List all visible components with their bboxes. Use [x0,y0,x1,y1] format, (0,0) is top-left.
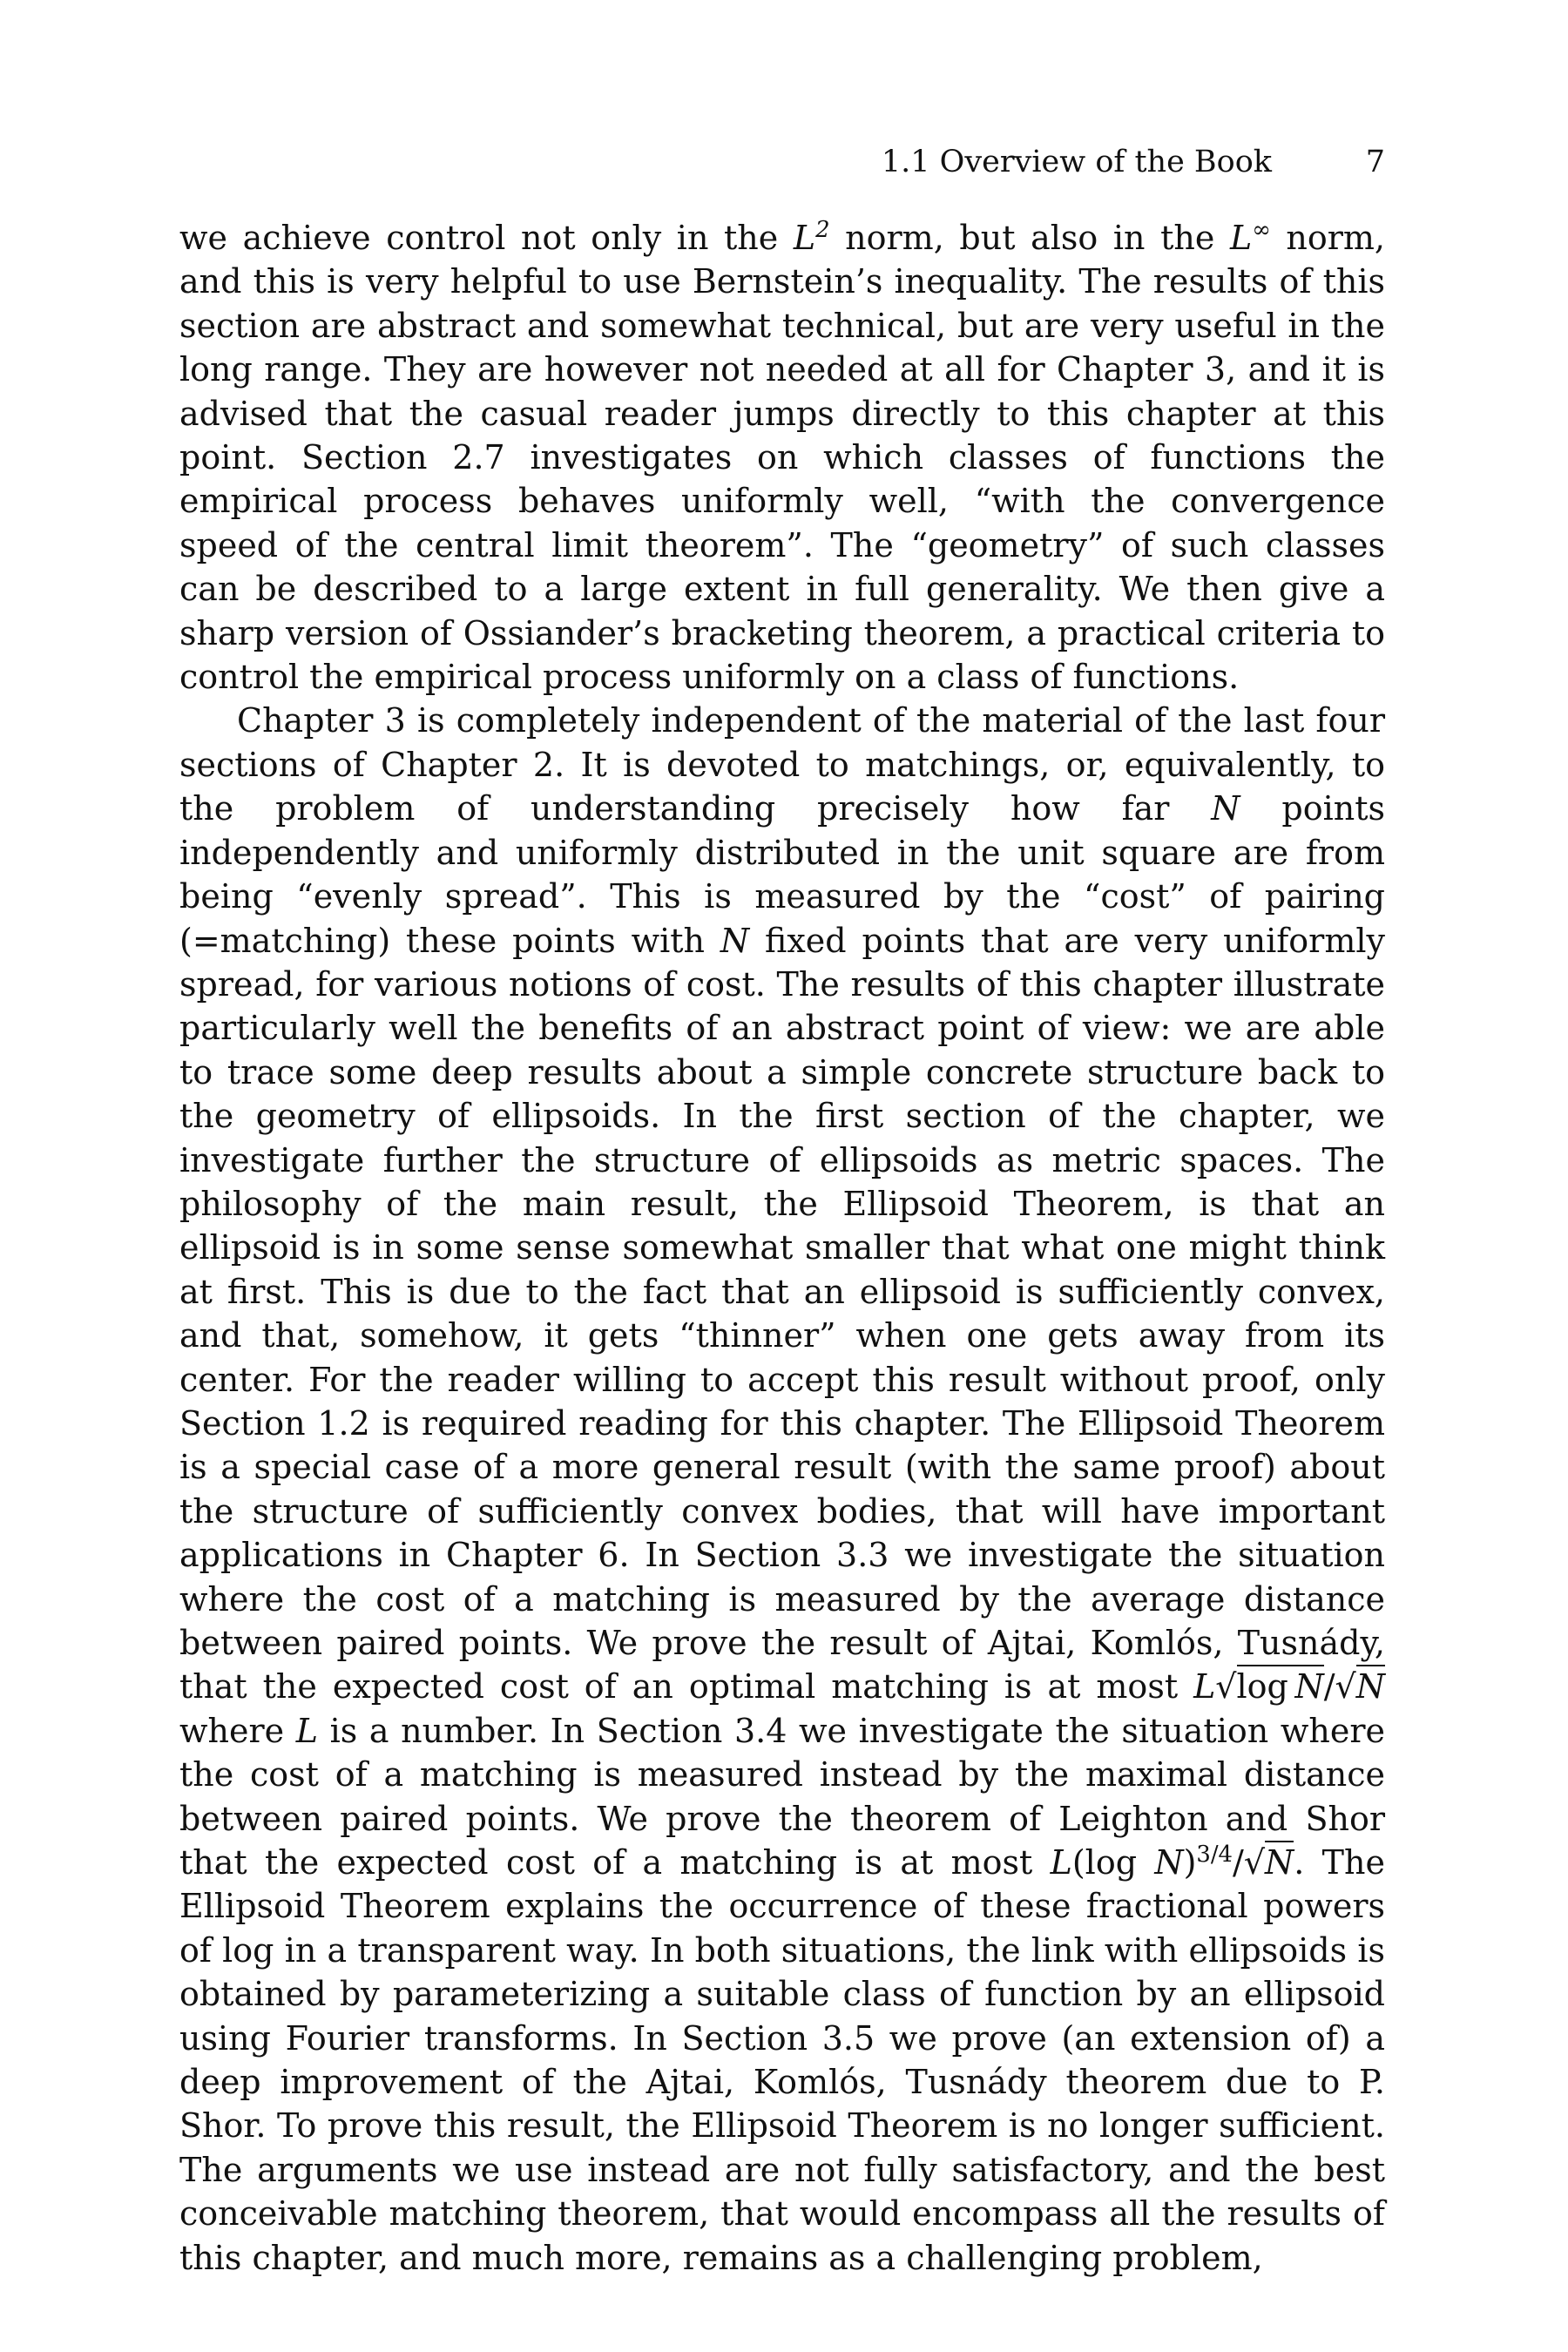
paragraph-2 [179,699,1385,2280]
math-n: N [720,921,750,960]
math-linf-norm: L∞ [1229,216,1271,257]
math-l2-norm: $L^2$ [793,216,830,257]
text-run: is a number. In Section 3.4 we investigate the situation where the cost of a matching is measured instead by the maximal distance between paired points. We prove the theorem of Leighton and Shor that the expected cost of a matching is at most [179,1711,1385,1882]
math-n: N [1211,789,1240,828]
running-head [179,145,1385,188]
text-run: norm, and this is very helpful to use Bernstein’s inequality. The results of this section are abstract and somewhat technical, but are very useful in the long range. They are however not needed at all for Chapter 3, and it is advised that the casual reader jumps directly to this chapter at this point. Section 2.7 investigates on which classes of functions the empirical process behaves uniformly well, “with the convergence speed of the central limit theorem”. The “geometry” of such classes can be described to a large extent in full generality. We then give a sharp version of Ossiander’s bracketing theorem, a practical criteria to control the empirical process uniformly on a class of functions. [179,219,1385,697]
paragraph-1 [179,216,1385,699]
math-matching-cost-bound: L√log N/√N [1193,1665,1385,1706]
text-run: . The Ellipsoid Theorem explains the occurrence of these fractional powers of log in a transparent way. In both situations, the link with ellipsoids is obtained by parameterizing a suitable class of function by an ellipsoid using Fourier transforms. In Section 3.5 we prove (an extension of) a deep improvement of the Ajtai, Komlós, Tusnády theorem due to P. Shor. To prove this result, the Ellipsoid Theorem is no longer sufficient. The arguments we use instead are not fully satisfactory, and the best conceivable matching theorem, that would encompass all the results of this chapter, and much more, remains as a challenging problem, [179,1843,1385,2277]
text-run: fixed points that are very uniformly spread, for various notions of cost. The results of this chapter illustrate particularly well the benefits of an abstract point of view: we are able to trace some deep results about a simple concrete structure back to the geometry of ellipsoids. In the first section of the chapter, we investigate further the structure of ellipsoids as metric spaces. The philosophy of the main result, the Ellipsoid Theorem, is that an ellipsoid is in some sense somewhat smaller that what one might think at first. This is due to the fact that an ellipsoid is sufficiently convex, and that, somehow, it gets “thinner” when one gets away from its center. For the reader willing to accept this result without proof, only Section 1.2 is required reading for this chapter. The Ellipsoid Theorem is a special case of a more general result (with the same proof) about the structure of sufficiently convex bodies, that will have important applications in Chapter 6. In Section 3.3 we investigate the situation where the cost of a matching is measured by the average distance between paired points. We prove the result of Ajtai, Komlós, Tusnády, that the expected cost of an optimal matching is at most [179,921,1385,1707]
text-run: we achieve control not only in the [179,219,794,257]
page-number: 7 [1365,145,1385,179]
math-leighton-shor-bound: L(log N)$^{3/4}$/√N [1050,1841,1294,1882]
text-run: points independently and uniformly distributed in the unit square are from being “evenly spread”. This is measured by the “cost” of pairing (=matching) these points with [179,789,1385,960]
text-run: where [179,1711,296,1750]
math-l: L [295,1711,318,1750]
text-run: norm, but also in the [829,219,1230,257]
body-text [179,216,1385,2280]
text-run: Chapter 3 is completely independent of the material of the last four sections of Chapter 2. It is devoted to matchings, or, equivalently, to the problem of understanding precisely how far [179,701,1385,828]
section-title: 1.1 Overview of the Book [881,145,1272,179]
